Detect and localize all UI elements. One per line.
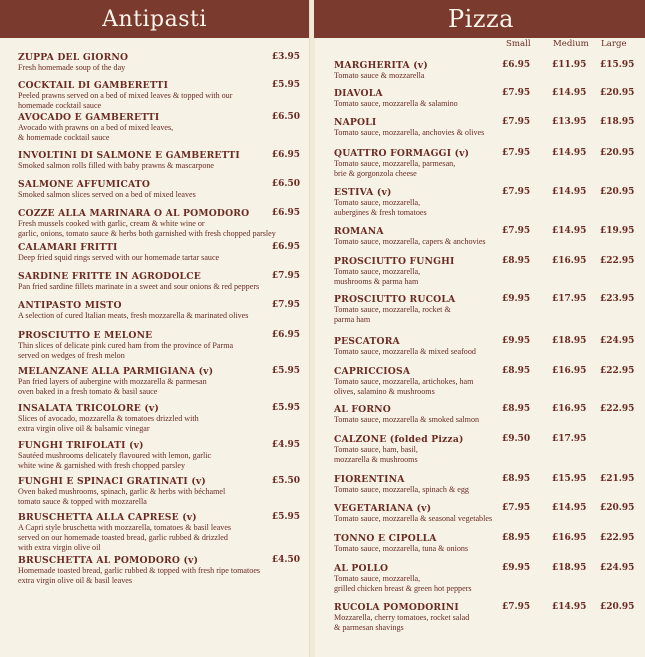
pizza-item-description: Tomato sauce & mozzarella [334, 71, 425, 80]
pizza-price-small: £9.95 [502, 563, 531, 573]
pizza-price-small: £7.95 [502, 117, 531, 127]
pizza-item-name: TONNO E CIPOLLA [334, 533, 437, 544]
pizza-item-description: Mozzarella, cherry tomatoes, rocket salad [334, 613, 470, 622]
antipasti-item [18, 271, 304, 292]
antipasti-item [18, 52, 304, 73]
antipasti-item-description: tomato sauce & topped with mozzarella [18, 497, 147, 506]
antipasti-item-name: INSALATA TRICOLORE (v) [18, 403, 160, 414]
antipasti-item-name: PROSCIUTTO E MELONE [18, 330, 153, 341]
pizza-price-large: £18.95 [600, 117, 635, 127]
pizza-item-name: DIAVOLA [334, 88, 383, 99]
pizza-price-small: £7.95 [502, 503, 531, 513]
pizza-item-description: parma ham [334, 315, 371, 324]
antipasti-item [18, 440, 304, 471]
antipasti-item-price: £6.50 [271, 112, 300, 122]
pizza-item [334, 294, 645, 325]
pizza-item [334, 336, 645, 357]
pizza-item [334, 434, 645, 465]
pizza-item-description: grilled chicken breast & green hot peppers [334, 584, 472, 593]
antipasti-item-price: £6.95 [271, 150, 300, 160]
pizza-price-small: £7.95 [502, 187, 531, 197]
pizza-item-description: Tomato sauce, mozzarella & mixed seafood [334, 347, 476, 356]
antipasti-item [18, 242, 304, 263]
size-large-header: Large [601, 39, 627, 49]
size-medium-header: Medium [553, 39, 589, 49]
pizza-price-large: £20.95 [600, 148, 635, 158]
antipasti-item-name: AVOCADO E GAMBERETTI [18, 112, 160, 123]
pizza-item-name: CAPRICCIOSA [334, 366, 411, 377]
antipasti-item-name: ANTIPASTO MISTO [18, 300, 122, 311]
pizza-item-description: mozzarella & mushrooms [334, 455, 418, 464]
pizza-item-description: Tomato sauce, mozzarella, capers & anchovies [334, 237, 486, 246]
pizza-price-medium: £16.95 [552, 256, 587, 266]
pizza-price-small: £9.50 [502, 434, 531, 444]
antipasti-item-name: BRUSCHETTA AL POMODORO (v) [18, 555, 199, 566]
pizza-item-name: NAPOLI [334, 117, 377, 128]
antipasti-item-price: £6.95 [271, 208, 300, 218]
pizza-item [334, 404, 645, 425]
antipasti-item-description: Pan fried layers of aubergine with mozzarella & parmesan [18, 377, 207, 386]
pizza-price-large: £22.95 [600, 404, 635, 414]
antipasti-item-description: Oven baked mushrooms, spinach, garlic & herbs with béchamel [18, 487, 226, 496]
pizza-item-description: & parmesan shavings [334, 623, 404, 632]
antipasti-item [18, 300, 304, 321]
pizza-price-medium: £18.95 [552, 563, 587, 573]
antipasti-item-price: £5.95 [271, 366, 300, 376]
pizza-price-medium: £14.95 [552, 503, 587, 513]
pizza-item [334, 226, 645, 247]
antipasti-item-description: Fresh homemade soup of the day [18, 63, 126, 72]
pizza-item [334, 503, 645, 524]
pizza-item-description: Tomato sauce, mozzarella, spinach & egg [334, 485, 469, 494]
antipasti-item-price: £7.95 [271, 271, 300, 281]
pizza-item-description: Tomato sauce, mozzarella, [334, 267, 421, 276]
antipasti-item [18, 150, 304, 171]
antipasti-item-description: Fresh mussels cooked with garlic, cream & white wine or [18, 219, 205, 228]
pizza-item-description: Tomato sauce, mozzarella & salamino [334, 99, 458, 108]
pizza-item-name: PESCATORA [334, 336, 400, 347]
antipasti-item-price: £6.50 [271, 179, 300, 189]
pizza-price-medium: £17.95 [552, 434, 587, 444]
antipasti-item [18, 179, 304, 200]
pizza-item-name: AL POLLO [334, 563, 389, 574]
pizza-price-medium: £16.95 [552, 366, 587, 376]
antipasti-item-name: SARDINE FRITTE IN AGRODOLCE [18, 271, 201, 282]
antipasti-item-description: Smoked salmon slices served on a bed of mixed leaves [18, 190, 196, 199]
pizza-price-large: £22.95 [600, 366, 635, 376]
antipasti-item [18, 112, 304, 143]
antipasti-item-name: MELANZANE ALLA PARMIGIANA (v) [18, 366, 214, 377]
pizza-price-large: £20.95 [600, 88, 635, 98]
pizza-title: Pizza [448, 5, 514, 33]
pizza-price-large: £19.95 [600, 226, 635, 236]
pizza-item-description: Tomato sauce, mozzarella & smoked salmon [334, 415, 480, 424]
antipasti-item [18, 512, 304, 553]
pizza-item-name: AL FORNO [334, 404, 391, 415]
pizza-column [314, 0, 645, 657]
pizza-price-medium: £14.95 [552, 187, 587, 197]
antipasti-item-name: FUNGHI E SPINACI GRATINATI (v) [18, 476, 206, 487]
antipasti-item-price: £5.95 [271, 403, 300, 413]
pizza-item-description: olives, salamino & mushrooms [334, 387, 435, 396]
pizza-item-name: RUCOLA POMODORINI [334, 602, 459, 613]
pizza-price-small: £7.95 [502, 88, 531, 98]
antipasti-item-description: Sautéed mushrooms delicately flavoured with lemon, garlic [18, 451, 212, 460]
antipasti-item-description: Homemade toasted bread, garlic rubbed & topped with fresh ripe tomatoes [18, 566, 261, 575]
antipasti-item-description: Peeled prawns served on a bed of mixed leaves & topped with our [18, 91, 233, 100]
antipasti-title: Antipasti [102, 6, 207, 32]
antipasti-item-price: £6.95 [271, 330, 300, 340]
pizza-price-small: £8.95 [502, 533, 531, 543]
pizza-item [334, 187, 645, 218]
pizza-price-large: £23.95 [600, 294, 635, 304]
pizza-price-large: £15.95 [600, 60, 635, 70]
pizza-price-medium: £17.95 [552, 294, 587, 304]
size-small-header: Small [506, 39, 531, 49]
antipasti-item-description: Deep fried squid rings served with our homemade tartar sauce [18, 253, 220, 262]
pizza-price-medium: £11.95 [552, 60, 587, 70]
antipasti-item-name: BRUSCHETTA ALLA CAPRESE (v) [18, 512, 197, 523]
pizza-price-large: £21.95 [600, 474, 635, 484]
antipasti-item-name: FUNGHI TRIFOLATI (v) [18, 440, 144, 451]
antipasti-item-description: Pan fried sardine fillets marinate in a sweet and sour onions & red peppers [18, 282, 260, 291]
antipasti-item-description: Slices of avocado, mozzarella & tomatoes drizzled with [18, 414, 199, 423]
pizza-item [334, 148, 645, 179]
antipasti-item-description: served on our homemade toasted bread, garlic rubbed & drizzled [18, 533, 228, 542]
antipasti-item-name: COCKTAIL DI GAMBERETTI [18, 80, 169, 91]
antipasti-item-description: homemade cocktail sauce [18, 101, 102, 110]
pizza-item-name: PROSCIUTTO RUCOLA [334, 294, 456, 305]
antipasti-item [18, 330, 304, 361]
pizza-price-small: £7.95 [502, 226, 531, 236]
pizza-price-small: £7.95 [502, 602, 531, 612]
pizza-header [314, 0, 645, 38]
pizza-item-name: FIORENTINA [334, 474, 405, 485]
pizza-item-description: Tomato sauce, mozzarella, parmesan, [334, 159, 456, 168]
antipasti-item-name: ZUPPA DEL GIORNO [18, 52, 129, 63]
pizza-item [334, 60, 645, 81]
antipasti-item [18, 476, 304, 507]
pizza-price-small: £8.95 [502, 404, 531, 414]
pizza-item [334, 88, 645, 109]
pizza-item-name: ESTIVA (v) [334, 187, 392, 198]
pizza-item-description: Tomato sauce, mozzarella, artichokes, ham [334, 377, 474, 386]
antipasti-item-price: £6.95 [271, 242, 300, 252]
pizza-price-medium: £18.95 [552, 336, 587, 346]
pizza-price-large: £24.95 [600, 336, 635, 346]
antipasti-header [0, 0, 309, 38]
pizza-price-small: £7.95 [502, 148, 531, 158]
pizza-price-medium: £14.95 [552, 88, 587, 98]
antipasti-item-description: & homemade cocktail sauce [18, 133, 110, 142]
pizza-price-medium: £15.95 [552, 474, 587, 484]
pizza-price-small: £9.95 [502, 294, 531, 304]
pizza-item [334, 533, 645, 554]
pizza-price-small: £6.95 [502, 60, 531, 70]
pizza-item [334, 602, 645, 633]
pizza-price-medium: £16.95 [552, 533, 587, 543]
pizza-item-description: Tomato sauce, mozzarella & seasonal vegetables [334, 514, 493, 523]
pizza-price-large: £20.95 [600, 503, 635, 513]
pizza-item [334, 474, 645, 495]
antipasti-item-description: served on wedges of fresh melon [18, 351, 125, 360]
pizza-price-large: £20.95 [600, 602, 635, 612]
pizza-item-name: QUATTRO FORMAGGI (v) [334, 148, 470, 159]
antipasti-item-price: £5.50 [271, 476, 300, 486]
antipasti-item-description: white wine & garnished with fresh chopped parsley [18, 461, 186, 470]
pizza-item-name: ROMANA [334, 226, 384, 237]
pizza-price-large: £22.95 [600, 256, 635, 266]
pizza-price-medium: £14.95 [552, 148, 587, 158]
pizza-item-name: PROSCIUTTO FUNGHI [334, 256, 455, 267]
pizza-price-small: £8.95 [502, 474, 531, 484]
pizza-item-description: Tomato sauce, mozzarella, tuna & onions [334, 544, 469, 553]
antipasti-item-description: A selection of cured Italian meats, fresh mozzarella & marinated olives [18, 311, 249, 320]
antipasti-item-price: £4.95 [271, 440, 300, 450]
pizza-price-medium: £14.95 [552, 226, 587, 236]
pizza-price-small: £9.95 [502, 336, 531, 346]
antipasti-item-description: extra virgin olive oil & basil leaves [18, 576, 133, 585]
antipasti-item-description: extra virgin olive oil & balsamic vinegar [18, 424, 150, 433]
pizza-price-large: £24.95 [600, 563, 635, 573]
pizza-item-name: MARGHERITA (v) [334, 60, 428, 71]
pizza-item-description: Tomato sauce, mozzarella, anchovies & olives [334, 128, 485, 137]
pizza-item-description: aubergines & fresh tomatoes [334, 208, 427, 217]
pizza-price-large: £20.95 [600, 187, 635, 197]
pizza-item-description: brie & gorgonzola cheese [334, 169, 417, 178]
antipasti-item-description: with extra virgin olive oil [18, 543, 101, 552]
antipasti-item [18, 80, 304, 111]
antipasti-item-name: CALAMARI FRITTI [18, 242, 118, 253]
antipasti-item-name: COZZE ALLA MARINARA O AL POMODORO [18, 208, 250, 219]
antipasti-item [18, 366, 304, 397]
pizza-price-medium: £16.95 [552, 404, 587, 414]
antipasti-item-description: oven baked in a fresh tomato & basil sauce [18, 387, 158, 396]
pizza-price-medium: £13.95 [552, 117, 587, 127]
antipasti-item-price: £3.95 [271, 52, 300, 62]
pizza-item-name: CALZONE (folded Pizza) [334, 434, 464, 445]
pizza-price-large: £22.95 [600, 533, 635, 543]
pizza-item [334, 366, 645, 397]
antipasti-item [18, 208, 304, 239]
antipasti-item-description: Avocado with prawns on a bed of mixed leaves, [18, 123, 174, 132]
pizza-item [334, 563, 645, 594]
antipasti-item-name: SALMONE AFFUMICATO [18, 179, 151, 190]
pizza-item-description: Tomato sauce, mozzarella, rocket & [334, 305, 451, 314]
antipasti-item [18, 403, 304, 434]
antipasti-item-description: Thin slices of delicate pink cured ham from the province of Parma [18, 341, 234, 350]
antipasti-item-description: A Capri style bruschetta with mozzarella, tomatoes & basil leaves [18, 523, 232, 532]
pizza-price-small: £8.95 [502, 256, 531, 266]
antipasti-item-description: Smoked salmon rolls filled with baby prawns & mascarpone [18, 161, 215, 170]
pizza-item-description: mushrooms & parma ham [334, 277, 419, 286]
pizza-item [334, 256, 645, 287]
pizza-item [334, 117, 645, 138]
antipasti-item-name: INVOLTINI DI SALMONE E GAMBERETTI [18, 150, 240, 161]
antipasti-item-price: £5.95 [271, 512, 300, 522]
pizza-item-description: Tomato sauce, ham, basil, [334, 445, 418, 454]
antipasti-column [0, 0, 309, 657]
antipasti-item-price: £7.95 [271, 300, 300, 310]
antipasti-item-price: £5.95 [271, 80, 300, 90]
antipasti-item-description: garlic, onions, tomato sauce & herbs both garnished with fresh chopped parsley [18, 229, 276, 238]
antipasti-item [18, 555, 304, 586]
pizza-price-medium: £14.95 [552, 602, 587, 612]
pizza-item-name: VEGETARIANA (v) [334, 503, 432, 514]
pizza-item-description: Tomato sauce, mozzarella, [334, 574, 421, 583]
antipasti-item-price: £4.50 [271, 555, 300, 565]
header-corner [639, 0, 645, 38]
pizza-item-description: Tomato sauce, mozzarella, [334, 198, 421, 207]
pizza-price-small: £8.95 [502, 366, 531, 376]
